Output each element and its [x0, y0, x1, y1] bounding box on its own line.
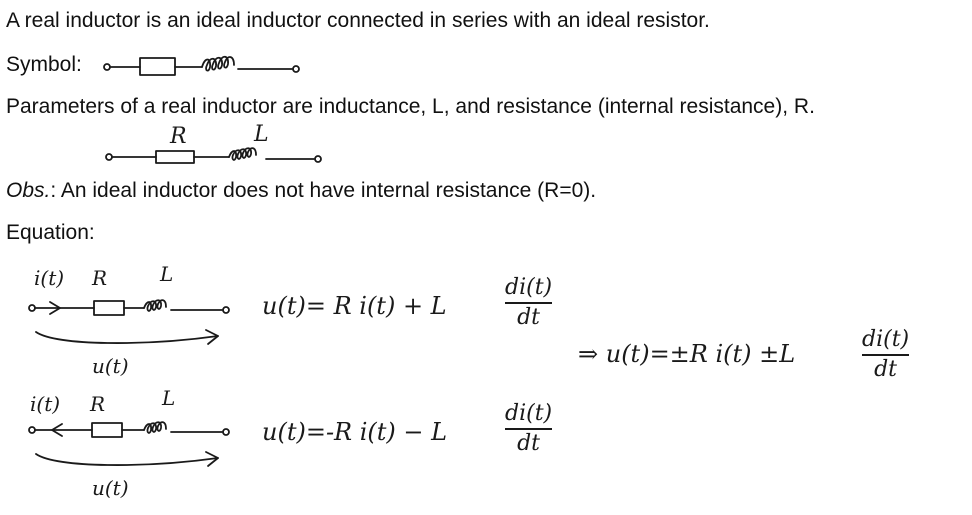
- param-inductor-diagram: [104, 146, 334, 166]
- c1-equation: u(t)= R i(t) + L: [262, 292, 447, 320]
- c2-frac-den: dt: [517, 431, 541, 456]
- c1-current-label: i(t): [34, 266, 65, 290]
- general-equation: ⇒ u(t)=±R i(t) ±L: [578, 340, 796, 368]
- c2-equation: u(t)=-R i(t) − L: [262, 418, 448, 446]
- general-derivative: [862, 328, 909, 382]
- c1-frac-den: dt: [517, 305, 541, 330]
- general-frac-num: di(t): [862, 327, 910, 352]
- c2-frac-num: di(t): [505, 401, 553, 426]
- c2-l-label: L: [162, 386, 176, 410]
- param-r-label: R: [170, 124, 187, 149]
- c2-r-label: R: [90, 392, 106, 416]
- c1-r-label: R: [92, 266, 108, 290]
- c1-frac-bar: [505, 302, 552, 304]
- obs-body: : An ideal inductor does not have internal resistance (R=0).: [50, 179, 597, 202]
- general-frac-bar: [862, 354, 909, 356]
- symbol-label: Symbol:: [6, 53, 82, 76]
- c1-frac-num: di(t): [505, 275, 553, 300]
- real-inductor-symbol: [102, 54, 312, 80]
- intro-text: A real inductor is an ideal inductor connected in series with an ideal resistor.: [6, 9, 710, 32]
- observation-text: [6, 178, 596, 204]
- c2-frac-bar: [505, 428, 552, 430]
- param-l-label: L: [254, 122, 269, 147]
- c2-current-label: i(t): [30, 392, 61, 416]
- obs-prefix: Obs.: [6, 179, 51, 202]
- c1-l-label: L: [160, 262, 174, 286]
- c1-derivative: [505, 276, 552, 330]
- circuit2-diagram: [26, 416, 256, 482]
- c2-derivative: [505, 402, 552, 456]
- c2-voltage-label: u(t): [92, 476, 129, 500]
- c1-voltage-label: u(t): [92, 354, 129, 378]
- parameters-text: Parameters of a real inductor are inductance, L, and resistance (internal resistance), R.: [6, 95, 815, 118]
- general-frac-den: dt: [874, 357, 898, 382]
- equation-label: Equation:: [6, 221, 95, 244]
- circuit1-diagram: [26, 290, 256, 356]
